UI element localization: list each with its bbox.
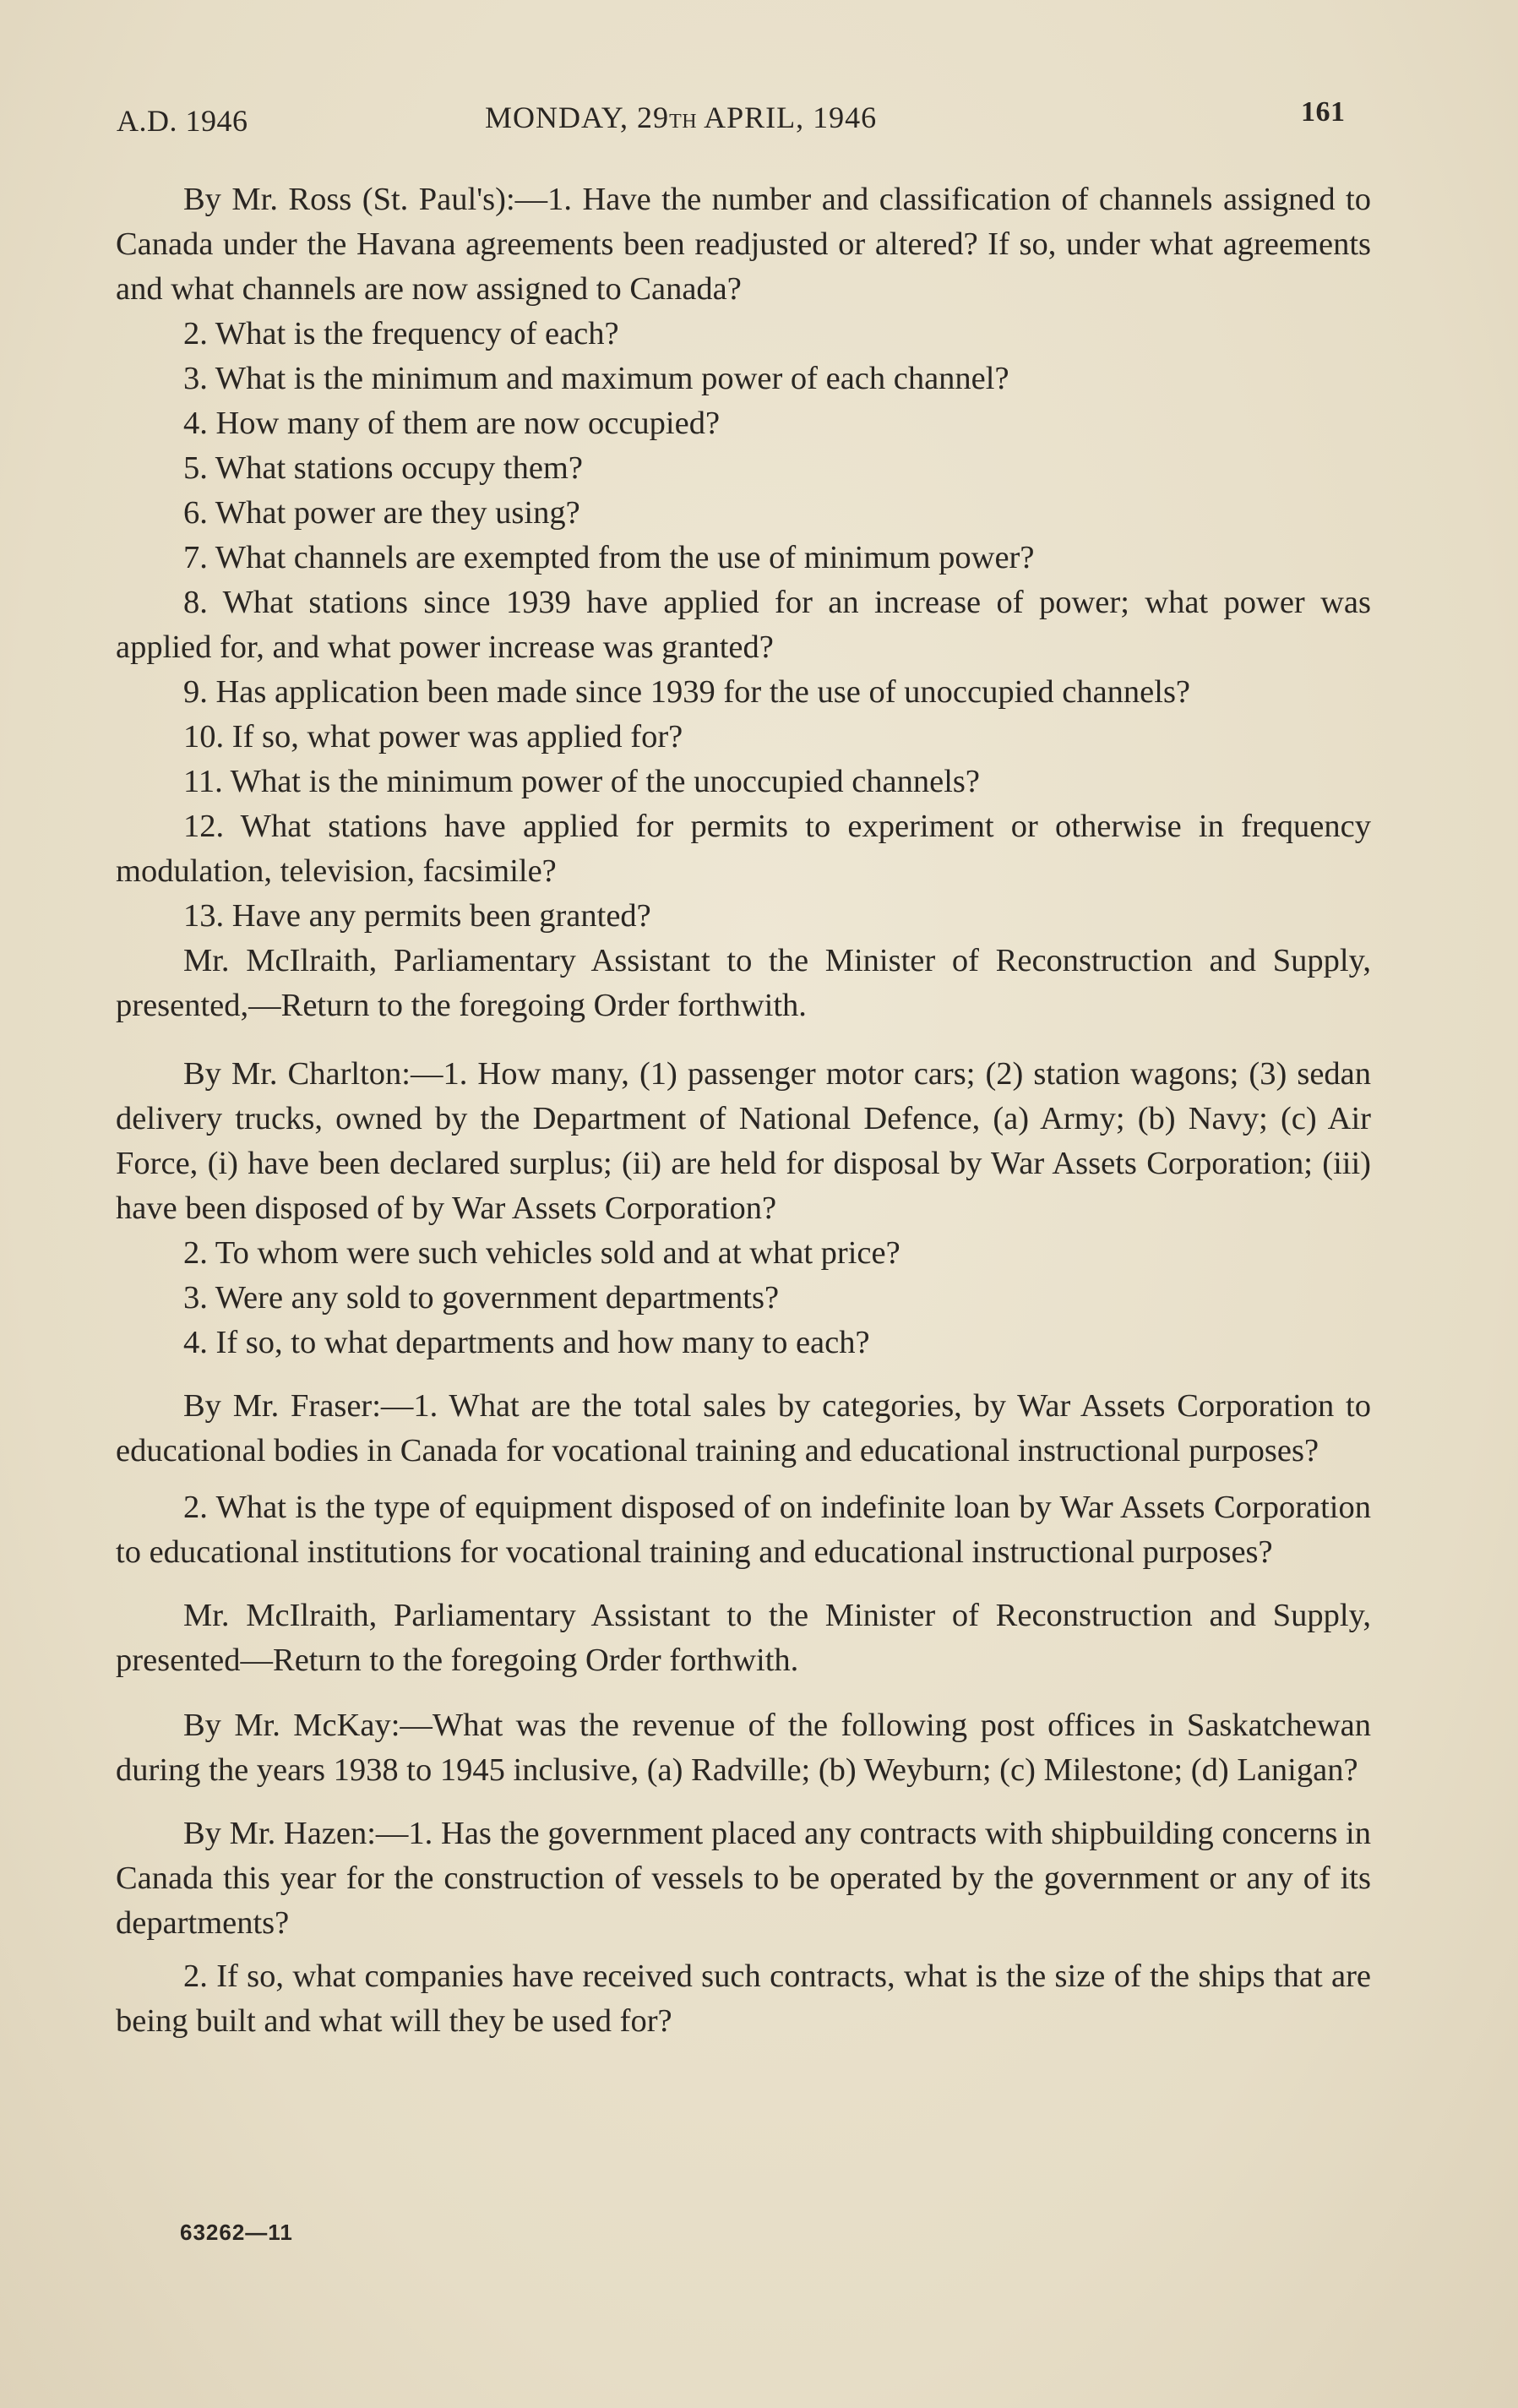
charlton-question-item: 4. If so, to what departments and how many to each? xyxy=(183,1325,870,1360)
ross-question-item: 11. What is the minimum power of the unoccupied channels? xyxy=(183,764,981,799)
header-date xyxy=(485,100,877,135)
fraser-return-note: Mr. McIlraith, Parliamentary Assistant to the Minister of Reconstruction and Supply, presented—Return to the foregoing Order forthwith. xyxy=(116,1598,1371,1678)
ross-question-item: 9. Has application been made since 1939 for the use of unoccupied channels? xyxy=(183,674,1191,710)
page-number: 161 xyxy=(1301,96,1346,128)
charlton-question-item: 3. Were any sold to government departments? xyxy=(183,1280,780,1316)
ross-question-item: 3. What is the minimum and maximum power of each channel? xyxy=(183,361,1009,396)
fraser-question-item: 2. What is the type of equipment disposed of on indefinite loan by War Assets Corporation to educational institutions for vocational training and educational instructional purposes? xyxy=(116,1490,1371,1570)
mckay-question: By Mr. McKay:—What was the revenue of the following post offices in Saskatchewan during the years 1938 to 1945 inclusive, (a) Radville; (b) Weyburn; (c) Milestone; (d) Lanigan? xyxy=(116,1708,1371,1788)
charlton-question-intro: By Mr. Charlton:—1. How many, (1) passenger motor cars; (2) station wagons; (3) sedan delivery trucks, owned by the Department of National Defence, (a) Army; (b) Navy; (c) Air Force, (i) have been declared surplus; (ii) are held for disposal by War Assets Corporation; (iii) have been disposed of by War Assets Corporation? xyxy=(116,1056,1371,1226)
printer-code: 63262—11 xyxy=(180,2220,293,2245)
ross-question-item: 7. What channels are exempted from the use of minimum power? xyxy=(183,540,1035,575)
page-content xyxy=(116,177,1371,2044)
ross-question-item: 10. If so, what power was applied for? xyxy=(183,719,683,755)
page-header xyxy=(0,95,1518,145)
ross-question-item: 13. Have any permits been granted? xyxy=(183,898,651,934)
ross-question-item: 5. What stations occupy them? xyxy=(183,450,583,486)
header-year: A.D. 1946 xyxy=(117,104,248,138)
header-date-suffix: TH xyxy=(669,111,698,133)
ross-question-intro: By Mr. Ross (St. Paul's):—1. Have the number and classification of channels assigned to Canada under the Havana agreements been readjusted or altered? If so, under what agreements and what channels are now assigned to Canada? xyxy=(116,182,1371,307)
ross-question-item: 8. What stations since 1939 have applied for an increase of power; what power was applied for, and what power increase was granted? xyxy=(116,585,1371,665)
charlton-question-item: 2. To whom were such vehicles sold and at what price? xyxy=(183,1235,900,1271)
hazen-question-item: 2. If so, what companies have received such contracts, what is the size of the ships that are being built and what will they be used for? xyxy=(116,1959,1371,2039)
fraser-question-intro: By Mr. Fraser:—1. What are the total sales by categories, by War Assets Corporation to educational bodies in Canada for vocational training and educational instructional purposes? xyxy=(116,1388,1371,1468)
header-date-day: MONDAY, 29 xyxy=(485,101,670,134)
ross-question-item: 12. What stations have applied for permits to experiment or otherwise in frequency modulation, television, facsimile? xyxy=(116,809,1371,889)
ross-question-item: 4. How many of them are now occupied? xyxy=(183,406,721,441)
ross-question-item: 2. What is the frequency of each? xyxy=(183,316,619,351)
header-date-month: APRIL, 1946 xyxy=(697,101,878,134)
hazen-question-intro: By Mr. Hazen:—1. Has the government placed any contracts with shipbuilding concerns in Canada this year for the construction of vessels to be operated by the government or any of its departments? xyxy=(116,1816,1371,1941)
ross-question-item: 6. What power are they using? xyxy=(183,495,580,531)
ross-return-note: Mr. McIlraith, Parliamentary Assistant to the Minister of Reconstruction and Supply, presented,—Return to the foregoing Order forthwith. xyxy=(116,943,1371,1023)
